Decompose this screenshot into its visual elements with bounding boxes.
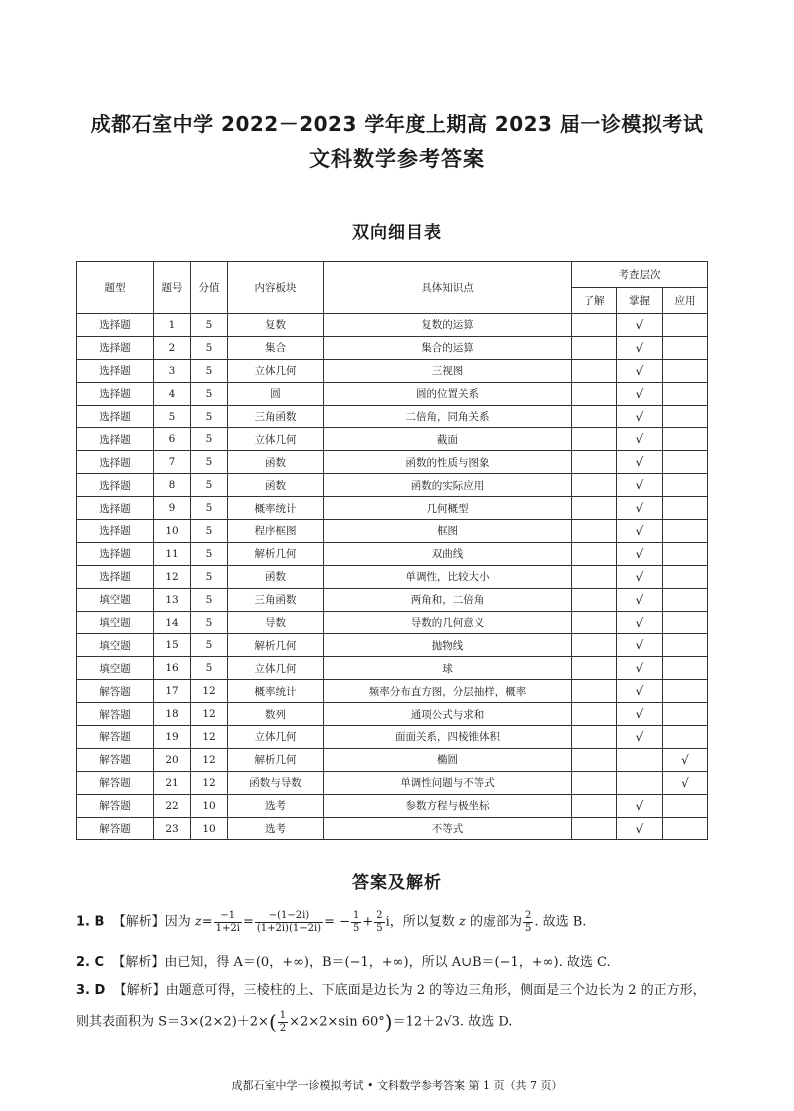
answer-3-line-1: 由题意可得，三棱柱的上、下底面是边长为 2 的等边三角形，侧面是三个边长为 2 的正方形， — [165, 983, 706, 998]
cell-type: 选择题 — [77, 405, 154, 428]
cell-apply — [663, 680, 708, 703]
table-row — [77, 634, 708, 657]
cell-number: 14 — [154, 611, 191, 634]
cell-apply — [663, 703, 708, 726]
cell-module: 立体几何 — [228, 657, 324, 680]
table-row — [77, 382, 708, 405]
col-header-score: 分值 — [191, 262, 228, 314]
cell-number: 16 — [154, 657, 191, 680]
cell-module: 三角函数 — [228, 588, 324, 611]
cell-number: 2 — [154, 336, 191, 359]
answer-2-text: 由已知，得 A＝(0，+∞)，B＝(−1，+∞)，所以 A∪B＝(−1，+∞). 故选 C. — [164, 955, 611, 970]
cell-apply — [663, 382, 708, 405]
answer-1-text-c: 的虚部为 — [469, 914, 522, 930]
cell-understand — [572, 588, 617, 611]
cell-type: 选择题 — [77, 520, 154, 543]
cell-number: 3 — [154, 359, 191, 382]
cell-understand — [572, 474, 617, 497]
cell-master: √ — [617, 588, 663, 611]
table-row — [77, 817, 708, 840]
cell-apply — [663, 634, 708, 657]
cell-knowledge: 单调性问题与不等式 — [324, 771, 572, 794]
col-header-apply: 应用 — [663, 288, 708, 314]
answer-1-label: 1. B — [76, 914, 105, 930]
fraction-3-den: 5 — [352, 922, 360, 934]
cell-module: 导数 — [228, 611, 324, 634]
cell-type: 解答题 — [77, 771, 154, 794]
answer-3-line-2a: 则其表面积为 S＝3×(2×2)＋2× — [76, 1014, 269, 1030]
cell-knowledge: 圆的位置关系 — [324, 382, 572, 405]
col-header-module: 内容板块 — [228, 262, 324, 314]
answer-1-text-d: . 故选 B. — [534, 914, 587, 930]
cell-master: √ — [617, 405, 663, 428]
cell-type: 解答题 — [77, 726, 154, 749]
cell-master: √ — [617, 680, 663, 703]
cell-understand — [572, 703, 617, 726]
cell-knowledge: 框图 — [324, 520, 572, 543]
cell-number: 13 — [154, 588, 191, 611]
right-paren: ) — [384, 1010, 393, 1034]
cell-knowledge: 参数方程与极坐标 — [324, 794, 572, 817]
table-row — [77, 588, 708, 611]
var-z-2: z — [458, 914, 466, 930]
col-header-master: 掌握 — [617, 288, 663, 314]
cell-type: 选择题 — [77, 565, 154, 588]
cell-number: 18 — [154, 703, 191, 726]
cell-knowledge: 频率分布直方图，分层抽样，概率 — [324, 680, 572, 703]
cell-master — [617, 748, 663, 771]
cell-module: 解析几何 — [228, 748, 324, 771]
cell-type: 解答题 — [77, 703, 154, 726]
cell-apply — [663, 359, 708, 382]
cell-understand — [572, 680, 617, 703]
cell-type: 选择题 — [77, 451, 154, 474]
cell-apply — [663, 611, 708, 634]
document-title: 成都石室中学 2022－2023 学年度上期高 2023 届一诊模拟考试 — [90, 112, 704, 136]
cell-understand — [572, 817, 617, 840]
cell-understand — [572, 542, 617, 565]
cell-module: 立体几何 — [228, 359, 324, 382]
cell-understand — [572, 657, 617, 680]
cell-type: 选择题 — [77, 382, 154, 405]
fraction-3-num: 1 — [352, 910, 360, 921]
cell-master: √ — [617, 565, 663, 588]
cell-score: 10 — [191, 794, 228, 817]
fraction-half-den: 2 — [279, 1022, 287, 1034]
specification-table — [76, 261, 708, 840]
cell-master: √ — [617, 451, 663, 474]
cell-knowledge: 几何概型 — [324, 497, 572, 520]
cell-number: 7 — [154, 451, 191, 474]
cell-module: 三角函数 — [228, 405, 324, 428]
cell-number: 12 — [154, 565, 191, 588]
cell-knowledge: 通项公式与求和 — [324, 703, 572, 726]
cell-score: 5 — [191, 497, 228, 520]
fraction-5-num: 2 — [524, 910, 532, 921]
cell-apply — [663, 451, 708, 474]
cell-score: 5 — [191, 474, 228, 497]
cell-master: √ — [617, 703, 663, 726]
cell-master: √ — [617, 314, 663, 337]
eq-sign-2: = — [242, 914, 254, 930]
fraction-5 — [523, 910, 533, 934]
cell-module: 选考 — [228, 794, 324, 817]
cell-type: 解答题 — [77, 680, 154, 703]
col-header-understand: 了解 — [572, 288, 617, 314]
cell-knowledge: 两角和，二倍角 — [324, 588, 572, 611]
cell-score: 5 — [191, 565, 228, 588]
cell-apply — [663, 817, 708, 840]
cell-module: 立体几何 — [228, 428, 324, 451]
cell-understand — [572, 520, 617, 543]
cell-score: 5 — [191, 336, 228, 359]
cell-knowledge: 三视图 — [324, 359, 572, 382]
table-row — [77, 680, 708, 703]
answer-3-label: 3. D — [76, 983, 106, 998]
table-row — [77, 726, 708, 749]
table-row — [77, 359, 708, 382]
plus-sign: + — [362, 914, 374, 930]
fraction-1-den: 1+2i — [215, 922, 240, 934]
fraction-3 — [351, 910, 361, 934]
cell-apply — [663, 474, 708, 497]
col-header-number: 题号 — [154, 262, 191, 314]
cell-master: √ — [617, 497, 663, 520]
cell-understand — [572, 634, 617, 657]
cell-type: 选择题 — [77, 474, 154, 497]
cell-score: 5 — [191, 634, 228, 657]
cell-module: 立体几何 — [228, 726, 324, 749]
cell-knowledge: 集合的运算 — [324, 336, 572, 359]
cell-master: √ — [617, 542, 663, 565]
fraction-2-num: −(1−2i) — [255, 910, 323, 923]
cell-apply — [663, 314, 708, 337]
cell-apply — [663, 565, 708, 588]
cell-type: 选择题 — [77, 336, 154, 359]
cell-module: 概率统计 — [228, 497, 324, 520]
table-row — [77, 703, 708, 726]
cell-score: 5 — [191, 359, 228, 382]
cell-type: 选择题 — [77, 542, 154, 565]
cell-knowledge: 单调性，比较大小 — [324, 565, 572, 588]
cell-understand — [572, 794, 617, 817]
cell-module: 解析几何 — [228, 634, 324, 657]
cell-apply — [663, 336, 708, 359]
cell-understand — [572, 336, 617, 359]
cell-understand — [572, 428, 617, 451]
cell-type: 填空题 — [77, 588, 154, 611]
cell-master: √ — [617, 817, 663, 840]
cell-master: √ — [617, 726, 663, 749]
cell-understand — [572, 565, 617, 588]
cell-module: 圆 — [228, 382, 324, 405]
cell-number: 4 — [154, 382, 191, 405]
table-row — [77, 405, 708, 428]
cell-module: 复数 — [228, 314, 324, 337]
cell-understand — [572, 497, 617, 520]
cell-apply — [663, 657, 708, 680]
cell-number: 23 — [154, 817, 191, 840]
cell-understand — [572, 359, 617, 382]
cell-score: 5 — [191, 542, 228, 565]
table-row — [77, 314, 708, 337]
cell-master: √ — [617, 382, 663, 405]
answer-1 — [76, 910, 586, 934]
var-z: z — [194, 914, 202, 930]
left-paren: ( — [268, 1010, 277, 1034]
cell-apply: √ — [663, 771, 708, 794]
cell-apply — [663, 588, 708, 611]
cell-number: 9 — [154, 497, 191, 520]
table-row — [77, 565, 708, 588]
cell-master: √ — [617, 520, 663, 543]
cell-number: 5 — [154, 405, 191, 428]
cell-knowledge: 不等式 — [324, 817, 572, 840]
cell-apply — [663, 794, 708, 817]
answer-3-line-2c: ＝12＋2√3. 故选 D. — [392, 1014, 513, 1030]
col-header-level-group: 考查层次 — [572, 262, 708, 288]
cell-score: 12 — [191, 726, 228, 749]
fraction-half — [278, 1010, 288, 1034]
answer-2-label: 2. C — [76, 955, 105, 970]
answer-1-text-a: 因为 — [164, 914, 191, 930]
cell-knowledge: 复数的运算 — [324, 314, 572, 337]
cell-number: 21 — [154, 771, 191, 794]
page-footer: 成都石室中学一诊模拟考试 • 文科数学参考答案 第 1 页（共 7 页） — [231, 1079, 563, 1092]
cell-master: √ — [617, 611, 663, 634]
cell-type: 选择题 — [77, 428, 154, 451]
cell-understand — [572, 771, 617, 794]
answers-section-title: 答案及解析 — [352, 873, 442, 893]
table-row — [77, 451, 708, 474]
answer-3-continued — [76, 1010, 512, 1034]
cell-knowledge: 面面关系，四棱锥体积 — [324, 726, 572, 749]
cell-number: 19 — [154, 726, 191, 749]
cell-number: 15 — [154, 634, 191, 657]
table-row — [77, 794, 708, 817]
cell-type: 填空题 — [77, 634, 154, 657]
fraction-2-den: (1+2i)(1−2i) — [256, 922, 322, 934]
table-body — [77, 314, 708, 840]
cell-knowledge: 导数的几何意义 — [324, 611, 572, 634]
table-row — [77, 336, 708, 359]
cell-knowledge: 双曲线 — [324, 542, 572, 565]
cell-module: 集合 — [228, 336, 324, 359]
cell-knowledge: 函数的性质与图象 — [324, 451, 572, 474]
answer-3 — [76, 979, 706, 998]
cell-knowledge: 球 — [324, 657, 572, 680]
cell-master: √ — [617, 428, 663, 451]
cell-score: 5 — [191, 588, 228, 611]
cell-type: 解答题 — [77, 817, 154, 840]
cell-score: 12 — [191, 703, 228, 726]
analysis-tag: 【解析】 — [112, 914, 165, 930]
cell-knowledge: 函数的实际应用 — [324, 474, 572, 497]
answer-2 — [76, 951, 611, 970]
cell-score: 5 — [191, 611, 228, 634]
cell-apply — [663, 542, 708, 565]
cell-type: 选择题 — [77, 314, 154, 337]
cell-understand — [572, 726, 617, 749]
cell-number: 8 — [154, 474, 191, 497]
analysis-tag: 【解析】 — [112, 955, 165, 970]
cell-number: 6 — [154, 428, 191, 451]
cell-knowledge: 二倍角，同角关系 — [324, 405, 572, 428]
cell-understand — [572, 748, 617, 771]
col-header-knowledge: 具体知识点 — [324, 262, 572, 314]
cell-module: 程序框图 — [228, 520, 324, 543]
table-row — [77, 497, 708, 520]
cell-apply: √ — [663, 748, 708, 771]
cell-apply — [663, 405, 708, 428]
fraction-1 — [214, 910, 242, 934]
cell-master: √ — [617, 474, 663, 497]
analysis-tag: 【解析】 — [113, 983, 166, 998]
cell-understand — [572, 314, 617, 337]
cell-number: 10 — [154, 520, 191, 543]
fraction-5-den: 5 — [524, 922, 532, 934]
cell-apply — [663, 428, 708, 451]
table-row — [77, 520, 708, 543]
cell-knowledge: 截面 — [324, 428, 572, 451]
answer-3-line-2b: ×2×2×sin 60° — [289, 1014, 385, 1030]
table-section-title: 双向细目表 — [352, 223, 442, 243]
cell-master — [617, 771, 663, 794]
document-subtitle: 文科数学参考答案 — [309, 147, 485, 171]
cell-master: √ — [617, 336, 663, 359]
eq-sign: = — [201, 914, 213, 930]
cell-score: 12 — [191, 771, 228, 794]
cell-module: 函数 — [228, 474, 324, 497]
cell-understand — [572, 611, 617, 634]
cell-knowledge: 抛物线 — [324, 634, 572, 657]
table-row — [77, 748, 708, 771]
cell-apply — [663, 520, 708, 543]
cell-master: √ — [617, 657, 663, 680]
fraction-4-den: 5 — [376, 922, 383, 934]
cell-score: 5 — [191, 451, 228, 474]
cell-module: 函数与导数 — [228, 771, 324, 794]
cell-knowledge: 椭圆 — [324, 748, 572, 771]
cell-type: 选择题 — [77, 497, 154, 520]
cell-module: 数列 — [228, 703, 324, 726]
fraction-4 — [374, 910, 384, 934]
cell-score: 5 — [191, 657, 228, 680]
answer-1-text-b: i，所以复数 — [385, 914, 455, 930]
cell-module: 函数 — [228, 565, 324, 588]
table-row — [77, 771, 708, 794]
cell-type: 填空题 — [77, 611, 154, 634]
cell-type: 填空题 — [77, 657, 154, 680]
cell-number: 20 — [154, 748, 191, 771]
cell-master: √ — [617, 359, 663, 382]
table-row — [77, 474, 708, 497]
cell-module: 概率统计 — [228, 680, 324, 703]
table-row — [77, 611, 708, 634]
cell-number: 22 — [154, 794, 191, 817]
cell-number: 11 — [154, 542, 191, 565]
cell-score: 5 — [191, 382, 228, 405]
cell-score: 5 — [191, 405, 228, 428]
cell-apply — [663, 497, 708, 520]
fraction-4-num: 2 — [376, 910, 383, 921]
minus-sign: = − — [324, 914, 350, 930]
cell-number: 17 — [154, 680, 191, 703]
table-row — [77, 657, 708, 680]
cell-master: √ — [617, 634, 663, 657]
cell-score: 5 — [191, 314, 228, 337]
cell-number: 1 — [154, 314, 191, 337]
cell-module: 函数 — [228, 451, 324, 474]
table-row — [77, 428, 708, 451]
table-row — [77, 542, 708, 565]
col-header-type: 题型 — [77, 262, 154, 314]
cell-module: 解析几何 — [228, 542, 324, 565]
cell-type: 解答题 — [77, 748, 154, 771]
fraction-half-num: 1 — [279, 1010, 287, 1021]
fraction-1-num: −1 — [214, 910, 242, 923]
cell-score: 12 — [191, 680, 228, 703]
cell-understand — [572, 382, 617, 405]
cell-score: 5 — [191, 520, 228, 543]
cell-understand — [572, 405, 617, 428]
cell-type: 选择题 — [77, 359, 154, 382]
cell-score: 10 — [191, 817, 228, 840]
cell-apply — [663, 726, 708, 749]
cell-master: √ — [617, 794, 663, 817]
fraction-2 — [255, 910, 323, 934]
cell-understand — [572, 451, 617, 474]
cell-score: 5 — [191, 428, 228, 451]
cell-module: 选考 — [228, 817, 324, 840]
cell-type: 解答题 — [77, 794, 154, 817]
cell-score: 12 — [191, 748, 228, 771]
